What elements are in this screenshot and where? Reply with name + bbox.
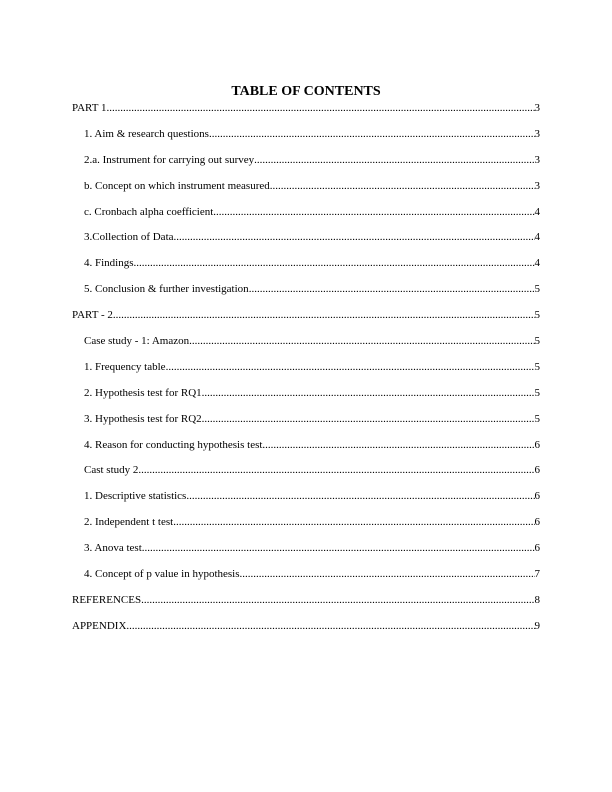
toc-entry-label: 4. Reason for conducting hypothesis test bbox=[84, 438, 263, 451]
toc-entry-page-number: 5 bbox=[534, 360, 540, 373]
toc-dot-leader bbox=[262, 438, 534, 452]
toc-entry-page-number: 6 bbox=[534, 438, 540, 451]
toc-entry[interactable] bbox=[72, 412, 540, 438]
toc-entry[interactable] bbox=[72, 256, 540, 282]
toc-entry-page-number: 3 bbox=[534, 179, 540, 192]
toc-entry-page-number: 3 bbox=[534, 127, 540, 140]
toc-entry[interactable] bbox=[72, 593, 540, 619]
toc-entry-label: PART - 2 bbox=[72, 309, 113, 322]
toc-dot-leader bbox=[134, 256, 535, 270]
toc-dot-leader bbox=[113, 308, 535, 322]
toc-entry-page-number: 6 bbox=[534, 490, 540, 503]
toc-entry-label: 1. Frequency table bbox=[84, 360, 166, 373]
toc-entry-label: APPENDIX bbox=[72, 619, 127, 632]
toc-dot-leader bbox=[186, 489, 534, 503]
toc-entry-label: 4. Findings bbox=[84, 257, 134, 270]
toc-dot-leader bbox=[270, 179, 535, 193]
toc-entry-label: 1. Aim & research questions bbox=[84, 127, 209, 140]
toc-entry[interactable] bbox=[72, 282, 540, 308]
toc-entry[interactable] bbox=[72, 386, 540, 412]
toc-dot-leader bbox=[107, 101, 535, 115]
toc-dot-leader bbox=[189, 334, 534, 348]
toc-entry-page-number: 4 bbox=[534, 231, 540, 244]
toc-dot-leader bbox=[254, 153, 534, 167]
toc-entry-page-number: 4 bbox=[534, 257, 540, 270]
toc-dot-leader bbox=[142, 541, 535, 555]
toc-entry[interactable] bbox=[72, 127, 540, 153]
toc-entry-page-number: 6 bbox=[534, 542, 540, 555]
toc-title: TABLE OF CONTENTS bbox=[231, 84, 381, 99]
toc-dot-leader bbox=[173, 515, 534, 529]
toc-entry[interactable] bbox=[72, 515, 540, 541]
toc-entry-page-number: 5 bbox=[534, 309, 540, 322]
toc-entry-page-number: 8 bbox=[534, 593, 540, 606]
toc-entry[interactable] bbox=[72, 230, 540, 256]
toc-dot-leader bbox=[202, 386, 535, 400]
toc-entry-page-number: 3 bbox=[534, 102, 540, 114]
toc-entry[interactable] bbox=[72, 334, 540, 360]
toc-entry-label: 2. Hypothesis test for RQ1 bbox=[84, 386, 202, 399]
toc-entry-label: 1. Descriptive statistics bbox=[84, 490, 187, 503]
toc-dot-leader bbox=[209, 127, 535, 141]
toc-entry[interactable] bbox=[72, 463, 540, 489]
toc-entry-label: b. Concept on which instrument measured bbox=[84, 179, 270, 192]
toc-entry-label: 2.a. Instrument for carrying out survey bbox=[84, 153, 255, 166]
toc-entry-page-number: 6 bbox=[534, 464, 540, 477]
toc-entry[interactable] bbox=[72, 153, 540, 179]
toc-entry-page-number: 5 bbox=[534, 335, 540, 348]
toc-entry-label: Cast study 2 bbox=[84, 464, 139, 477]
toc-dot-leader bbox=[174, 230, 535, 244]
toc-entry-label: 4. Concept of p value in hypothesis bbox=[84, 568, 240, 581]
toc-dot-leader bbox=[240, 567, 535, 581]
toc-entry[interactable] bbox=[72, 179, 540, 205]
toc-entry-page-number: 5 bbox=[534, 283, 540, 296]
toc-dot-leader bbox=[166, 360, 535, 374]
toc-entry-label: c. Cronbach alpha coefficient bbox=[84, 205, 214, 218]
toc-entry-page-number: 9 bbox=[534, 619, 540, 632]
toc-list bbox=[72, 101, 540, 645]
toc-entry[interactable] bbox=[72, 205, 540, 231]
toc-entry-page-number: 6 bbox=[534, 516, 540, 529]
toc-entry-label: 3.Collection of Data bbox=[84, 231, 174, 244]
toc-entry[interactable] bbox=[72, 308, 540, 334]
toc-entry-page-number: 3 bbox=[534, 153, 540, 166]
toc-entry[interactable] bbox=[72, 101, 540, 127]
toc-entry[interactable] bbox=[72, 567, 540, 593]
toc-dot-leader bbox=[126, 619, 534, 633]
toc-entry-page-number: 7 bbox=[534, 568, 540, 581]
toc-entry-label: REFERENCES bbox=[72, 593, 142, 606]
toc-entry-label: 3. Anova test bbox=[84, 542, 142, 555]
toc-dot-leader bbox=[141, 593, 534, 607]
toc-entry-page-number: 5 bbox=[534, 412, 540, 425]
toc-entry[interactable] bbox=[72, 489, 540, 515]
toc-entry[interactable] bbox=[72, 619, 540, 645]
toc-entry-label: Case study - 1: Amazon bbox=[84, 335, 190, 348]
toc-entry[interactable] bbox=[72, 360, 540, 386]
toc-entry-label: 3. Hypothesis test for RQ2 bbox=[84, 412, 202, 425]
toc-entry-label: 5. Conclusion & further investigation bbox=[84, 283, 249, 296]
toc-entry[interactable] bbox=[72, 438, 540, 464]
toc-dot-leader bbox=[249, 282, 535, 296]
toc-entry-page-number: 4 bbox=[534, 205, 540, 218]
toc-entry[interactable] bbox=[72, 541, 540, 567]
toc-entry-page-number: 5 bbox=[534, 386, 540, 399]
toc-entry-label: PART 1 bbox=[72, 102, 107, 114]
toc-entry-label: 2. Independent t test bbox=[84, 516, 174, 529]
toc-dot-leader bbox=[138, 463, 534, 477]
toc-dot-leader bbox=[202, 412, 535, 426]
toc-dot-leader bbox=[213, 205, 534, 219]
